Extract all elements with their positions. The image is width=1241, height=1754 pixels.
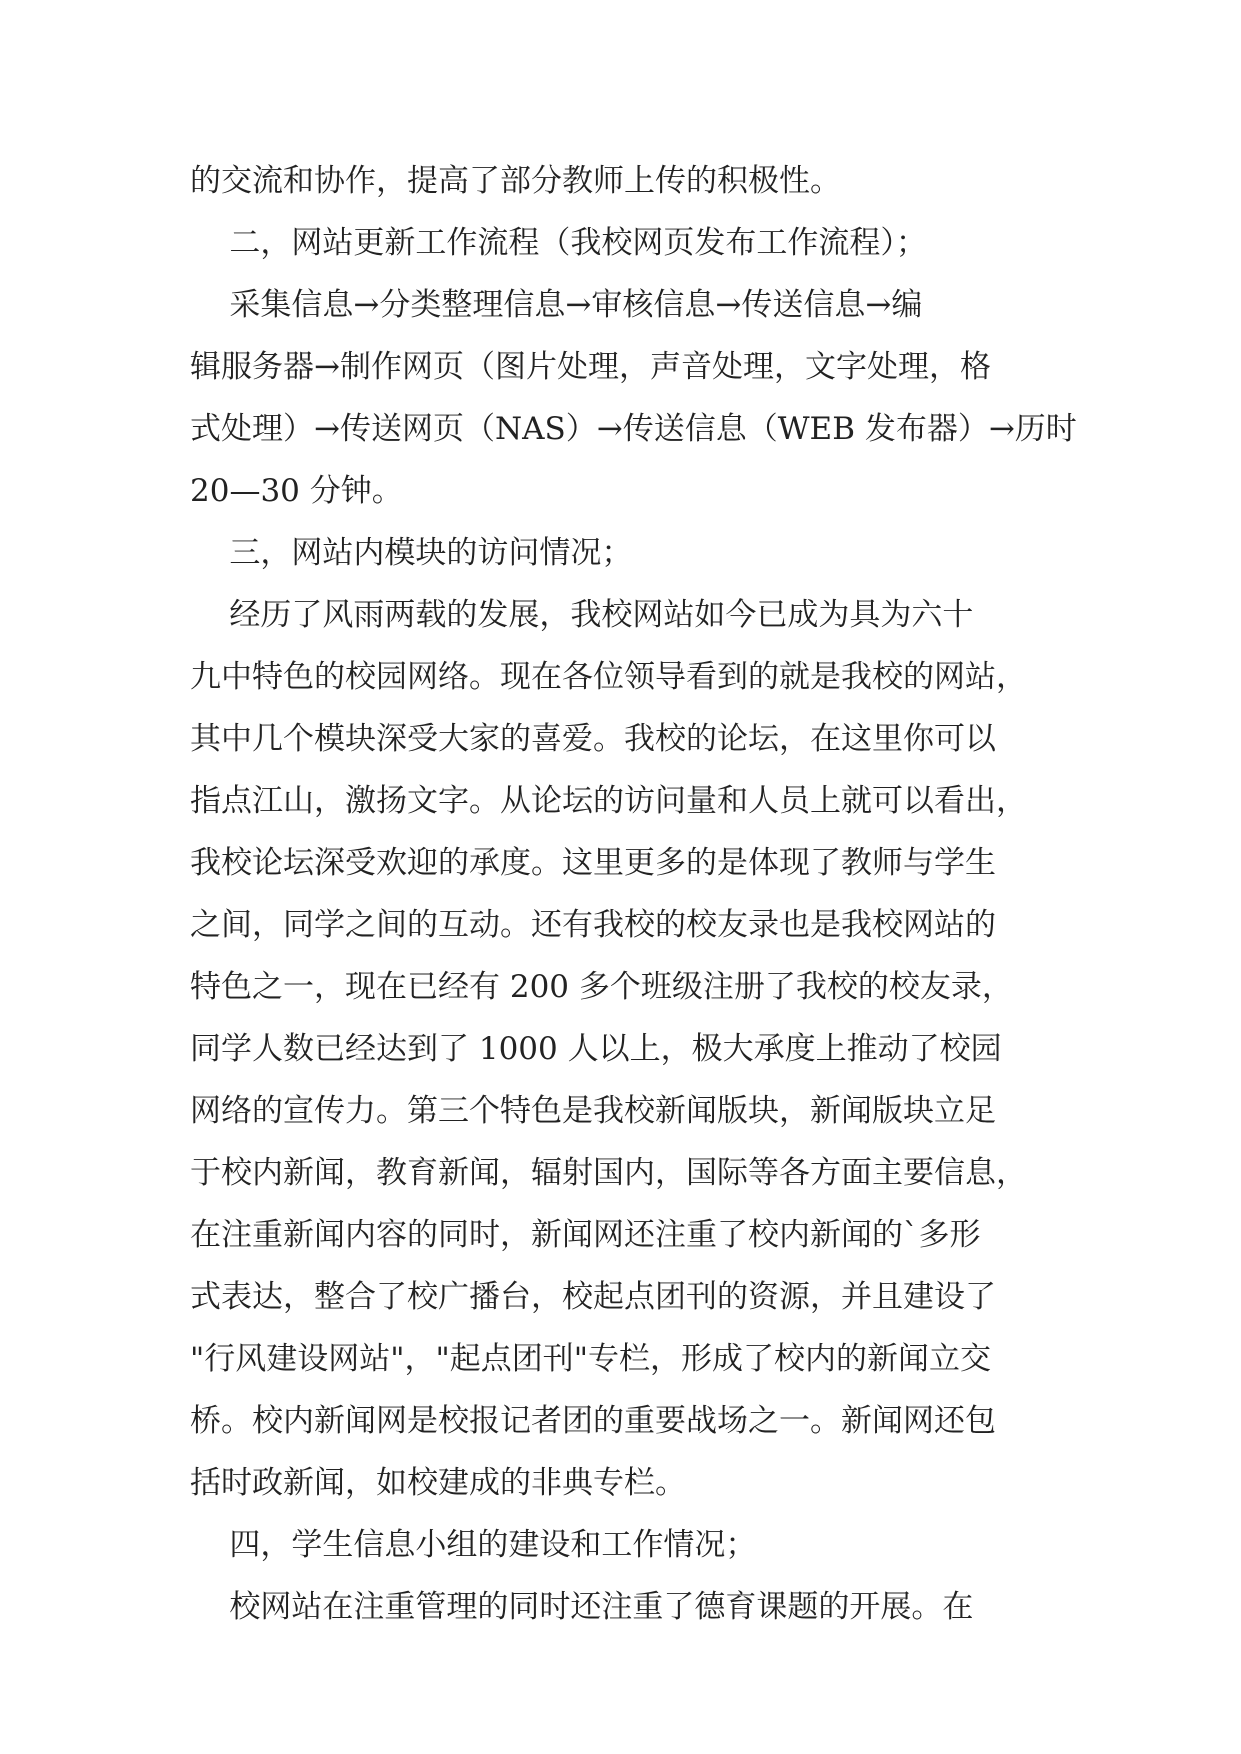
text-line: 其中几个模块深受大家的喜爱。我校的论坛，在这里你可以 bbox=[190, 721, 996, 757]
text-line: 网络的宣传力。第三个特色是我校新闻版块，新闻版块立足 bbox=[190, 1093, 996, 1129]
text-line: 于校内新闻，教育新闻，辐射国内，国际等各方面主要信息， bbox=[190, 1155, 1027, 1191]
text-line: 桥。校内新闻网是校报记者团的重要战场之一。新闻网还包 bbox=[190, 1403, 996, 1439]
text-line: 同学人数已经达到了 1000 人以上，极大承度上推动了校园 bbox=[190, 1031, 1002, 1067]
text-line: 采集信息→分类整理信息→审核信息→传送信息→编 bbox=[190, 287, 923, 323]
text-line: 20—30 分钟。 bbox=[190, 473, 403, 509]
text-line: "行风建设网站"，"起点团刊"专栏，形成了校内的新闻立交 bbox=[190, 1341, 992, 1377]
text-line: 括时政新闻，如校建成的非典专栏。 bbox=[190, 1465, 686, 1501]
text-line: 校网站在注重管理的同时还注重了德育课题的开展。在 bbox=[190, 1589, 974, 1625]
text-line: 经历了风雨两载的发展，我校网站如今已成为具为六十 bbox=[190, 597, 974, 633]
text-line: 式表达，整合了校广播台，校起点团刊的资源，并且建设了 bbox=[190, 1279, 996, 1315]
document-body bbox=[190, 150, 1077, 1638]
section-heading: 二，网站更新工作流程（我校网页发布工作流程）； bbox=[190, 225, 927, 261]
text-line: 我校论坛深受欢迎的承度。这里更多的是体现了教师与学生 bbox=[190, 845, 996, 881]
text-line: 之间，同学之间的互动。还有我校的校友录也是我校网站的 bbox=[190, 907, 996, 943]
text-line: 特色之一，现在已经有 200 多个班级注册了我校的校友录， bbox=[190, 969, 1013, 1005]
text-line: 的交流和协作，提高了部分教师上传的积极性。 bbox=[190, 163, 841, 199]
text-line: 式处理）→传送网页（NAS）→传送信息（WEB 发布器）→历时 bbox=[190, 411, 1077, 447]
section-heading: 四，学生信息小组的建设和工作情况； bbox=[190, 1527, 757, 1563]
text-line: 辑服务器→制作网页（图片处理，声音处理，文字处理，格 bbox=[190, 349, 991, 385]
text-line: 九中特色的校园网络。现在各位领导看到的就是我校的网站， bbox=[190, 659, 1027, 695]
text-line: 指点江山，激扬文字。从论坛的访问量和人员上就可以看出， bbox=[190, 783, 1027, 819]
text-line: 在注重新闻内容的同时，新闻网还注重了校内新闻的`多形 bbox=[190, 1217, 981, 1253]
section-heading: 三，网站内模块的访问情况； bbox=[190, 535, 633, 571]
